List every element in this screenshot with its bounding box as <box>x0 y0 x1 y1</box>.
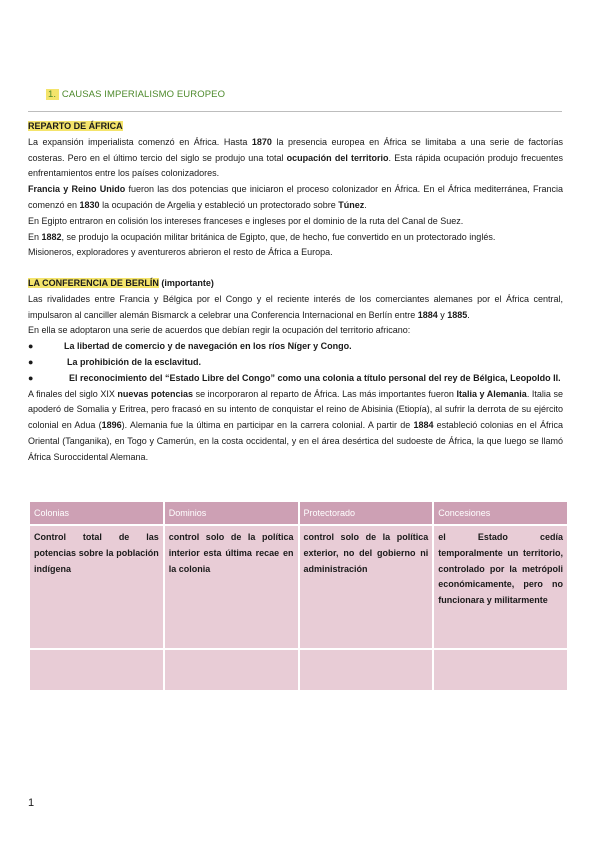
berlin-title: LA CONFERENCIA DE BERLÍN <box>28 278 159 288</box>
reparto-section <box>28 119 563 261</box>
reparto-paragraph-1: La expansión imperialista comenzó en África. Hasta 1870 la presencia europea en África se limitaba a una serie de factorías costeras. Pero en el último tercio del siglo se produjo una total ocupación del territorio. Esta rápida ocupación produjo frecuentes enfrentamientos entre los países colonizadores. <box>28 136 564 179</box>
table-row <box>30 526 567 648</box>
heading-title: CAUSAS IMPERIALISMO EUROPEO <box>61 89 226 100</box>
cell-concesiones: el Estado cedía temporalmente un territorio, controlado por la metrópoli económicamente, pero no funcionara y militarmente <box>434 526 567 648</box>
reparto-paragraph-3: En Egipto entraron en colisión los intereses franceses e ingleses por el dominio de la ruta del Canal de Suez. <box>28 215 464 226</box>
cell-dominios: control solo de la política interior esta última recae en la colonia <box>165 526 298 648</box>
berlin-paragraph-1: Las rivalidades entre Francia y Bélgica por el Congo y el reciente interés de los comerciantes alemanes por el África central, impulsaron al canciller alemán Bismarck a celebrar una Conferencia Internacional en Berlín entre 1884 y 1885. <box>28 293 563 320</box>
agreement-bullet: ● La prohibición de la esclavitud. <box>28 356 202 367</box>
berlin-paragraph-2: En ella se adoptaron una serie de acuerdos que debían regir la ocupación del territorio africano: <box>28 325 411 336</box>
reparto-title: REPARTO DE ÁFRICA <box>28 121 123 131</box>
berlin-note: (importante) <box>158 278 214 288</box>
cell-protectorado: control solo de la política exterior, no del gobierno ni administración <box>300 526 433 648</box>
reparto-paragraph-2: Francia y Reino Unido fueron las dos potencias que iniciaron el proceso colonizador en África. En el África mediterránea, Francia comenzó en 1830 la ocupación de Argelia y estableció un protectorado sobre Túnez. <box>28 184 563 210</box>
page-number: 1 <box>28 797 35 809</box>
table-row <box>30 650 567 690</box>
agreement-bullet: ● El reconocimiento del “Estado Libre del Congo” como una colonia a título personal del rey de Bélgica, Leopoldo II. <box>28 372 561 383</box>
section-heading <box>46 89 225 100</box>
agreement-bullet: ● La libertad de comercio y de navegación en los ríos Níger y Congo. <box>28 341 352 352</box>
header-protectorado: Protectorado <box>300 502 433 524</box>
heading-number: 1. <box>46 89 59 100</box>
table-header-row <box>30 502 567 524</box>
colonial-types-table <box>28 500 569 692</box>
empty-cell <box>300 650 433 690</box>
header-colonias: Colonias <box>30 502 163 524</box>
header-concesiones: Concesiones <box>434 502 567 524</box>
empty-cell <box>165 650 298 690</box>
header-dominios: Dominios <box>165 502 298 524</box>
empty-cell <box>30 650 163 690</box>
empty-cell <box>434 650 567 690</box>
cell-colonias: Control total de las potencias sobre la población indígena <box>30 526 163 648</box>
reparto-paragraph-4: En 1882, se produjo la ocupación militar británica de Egipto, que, de hecho, fue convertido en un protectorado inglés. <box>28 231 496 242</box>
heading-divider <box>28 111 562 112</box>
berlin-paragraph-3: A finales del siglo XIX nuevas potencias se incorporaron al reparto de África. Las más importantes fueron Italia y Alemania. Italia se apoderó de Somalia y Eritrea, pero fracasó en su intento de conquistar el reino de Abisinia (Etiopía), al sufrir la derrota de su ejército colonial en Adua (1896). Alemania fue la última en participar en la carrera colonial. A partir de 1884 estableció colonias en el África Oriental (Tanganika), en Togo y Camerún, en la costa occidental, y en el área desértica del sudoeste de África, la que luego se llamó África Suroccidental Alemana. <box>28 388 563 462</box>
reparto-paragraph-5: Misioneros, exploradores y aventureros abrieron el resto de África a Europa. <box>28 247 333 258</box>
berlin-section <box>28 276 563 466</box>
